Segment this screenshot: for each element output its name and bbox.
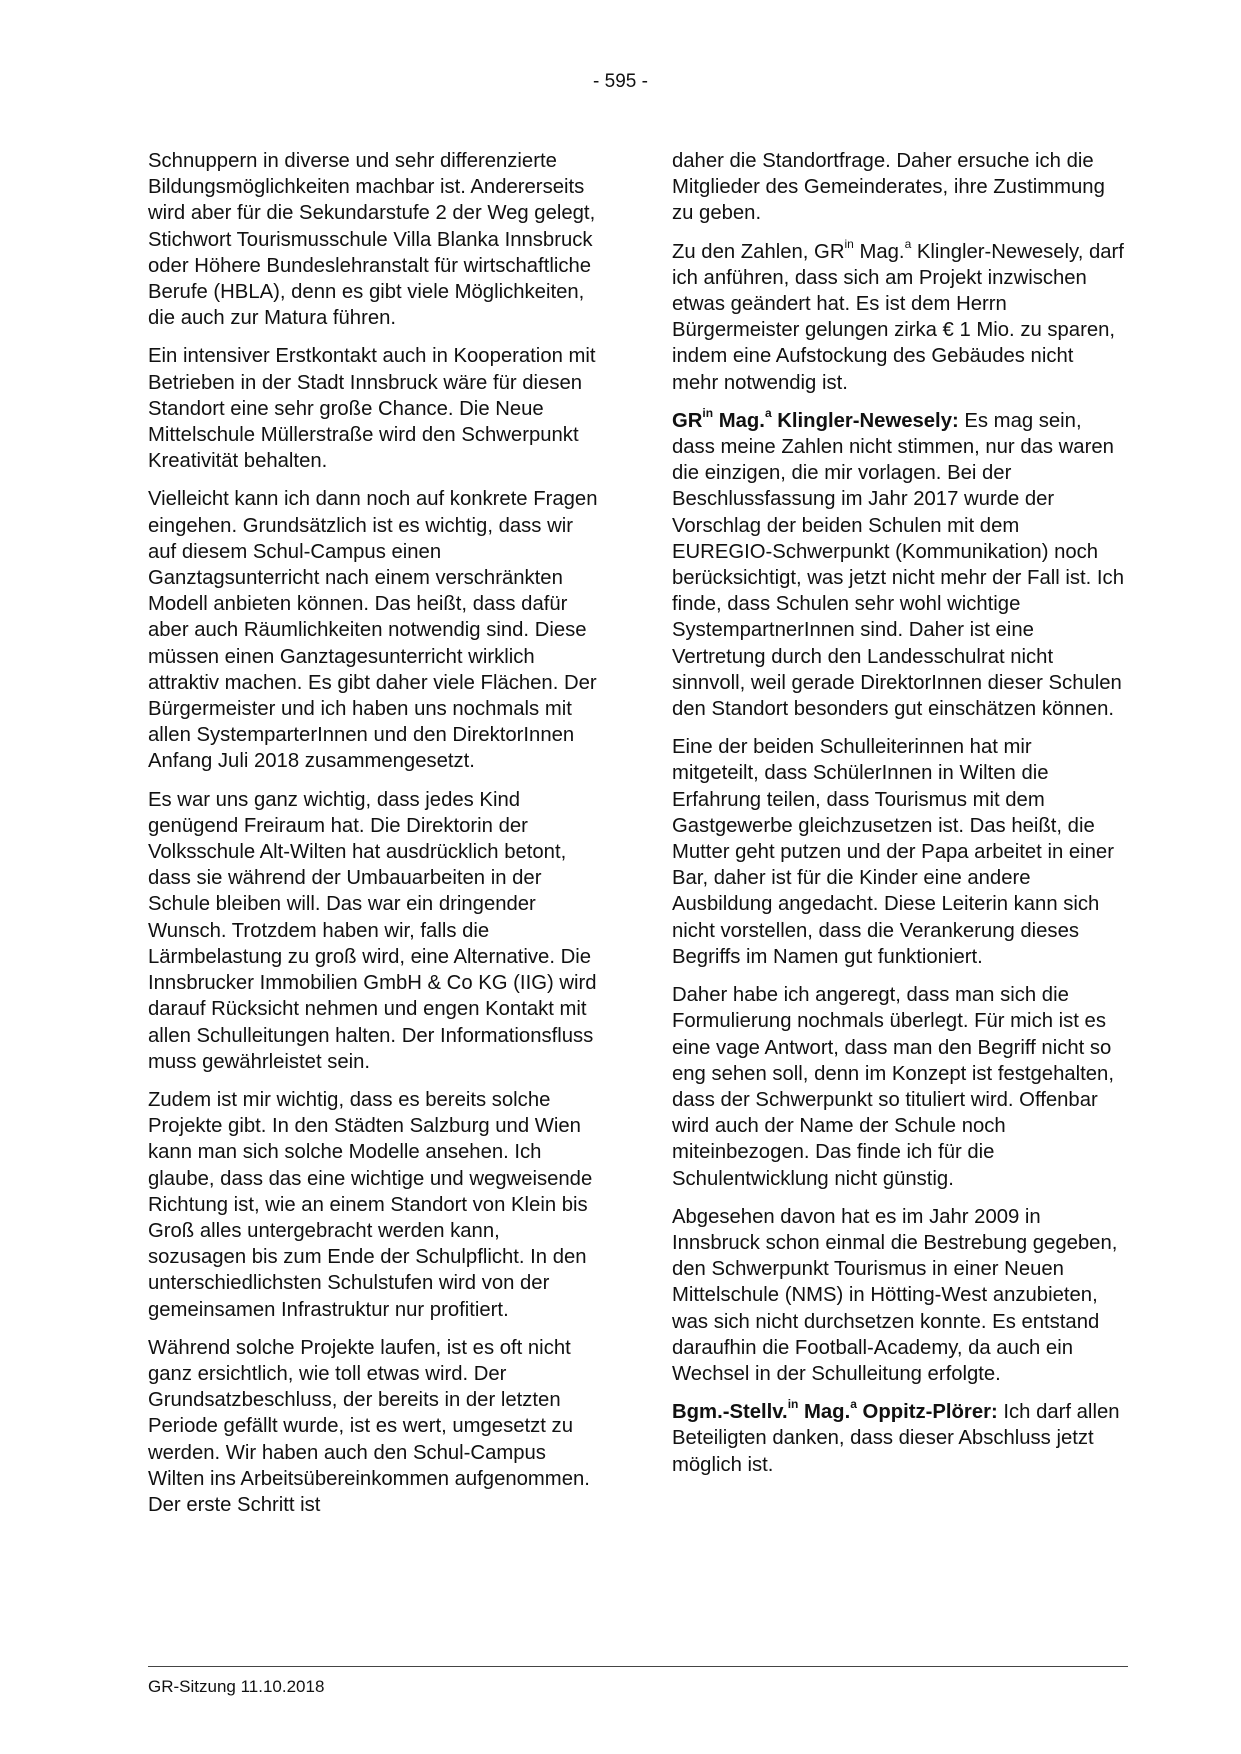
paragraph: Daher habe ich angeregt, dass man sich die Formulierung nochmals überlegt. Für mich ist es eine vage Antwort, dass man den Begriff nicht so eng sehen soll, denn im Konzept ist festgehalten, dass der Schwerpunkt so tituliert wird. Offenbar wird auch der Name der Schule noch miteinbezogen. Das finde ich für die Schulentwicklung nicht günstig. (672, 984, 1114, 1190)
superscript: a (850, 1397, 857, 1412)
speaker-name (672, 406, 959, 432)
text: Ich darf allen Beteiligten danken, dass dieser Abschluss jetzt möglich ist. (672, 1401, 1120, 1476)
paragraph: Eine der beiden Schulleiterinnen hat mir mitgeteilt, dass SchülerInnen in Wilten die Erfahrung teilen, dass Tourismus mit dem Gastgewerbe gleichzusetzen ist. Das heißt, die Mutter geht putzen und der Papa arbeitet in einer Bar, daher ist für die Kinder eine andere Ausbildung angedacht. Diese Leiterin kann sich nicht vorstellen, dass die Verankerung dieses Begriffs im Namen gut funktioniert. (672, 736, 1114, 968)
paragraph: Ein intensiver Erstkontakt auch in Kooperation mit Betrieben in der Stadt Innsbruck wäre für diesen Standort eine sehr große Chance. Die Neue Mittelschule Müllerstraße wird den Schwerpunkt Kreativität behalten. (148, 345, 596, 473)
right-column (672, 148, 1124, 1490)
superscript: in (844, 236, 854, 251)
paragraph: Zudem ist mir wichtig, dass es bereits solche Projekte gibt. In den Städten Salzburg und Wien kann man sich solche Modelle ansehen. Ich glaube, dass das eine wichtige und wegweisende Richtung ist, wie an einem Standort von Klein bis Groß alles untergebracht werden kann, sozusagen bis zum Ende der Schulpflicht. In den unterschiedlichsten Schulstufen wird von der gemeinsamen Infrastruktur nur profitiert. (148, 1088, 593, 1321)
paragraph: Abgesehen davon hat es im Jahr 2009 in Innsbruck schon einmal die Bestrebung gegeben, den Schwerpunkt Tourismus in einer Neuen Mittelschule (NMS) in Hötting-West anzubieten, was sich nicht durchsetzen konnte. Es entstand daraufhin die Football-Academy, da auch ein Wechsel in der Schulleitung erfolgte. (672, 1205, 1118, 1385)
text: Klingler-Newesely: (771, 409, 959, 432)
text: Zu den Zahlen, GR (672, 240, 845, 263)
footer-divider (148, 1666, 1128, 1667)
paragraph (672, 236, 1124, 396)
paragraph (672, 1399, 1124, 1478)
left-column (148, 148, 600, 1530)
speaker-name (672, 1397, 998, 1424)
text: GR (672, 409, 703, 432)
text: Es mag sein, dass meine Zahlen nicht stimmen, nur das waren die einzigen, die mir vorlagen. Bei der Beschlussfassung im Jahr 2017 wurde der Vorschlag der beiden Schulen mit dem EUREGIO-Schwerpunkt (Kommunikation) noch berücksichtigt, was jetzt nicht mehr der Fall ist. Ich finde, dass Schulen sehr wohl wichtige SystempartnerInnen sind. Daher ist eine Vertretung durch den Landesschulrat nicht sinnvoll, weil gerade DirektorInnen dieser Schulen den Standort besonders gut einschätzen können. (672, 409, 1124, 721)
paragraph: Während solche Projekte laufen, ist es oft nicht ganz ersichtlich, wie toll etwas wird. Der Grundsatzbeschluss, der bereits in der letzten Periode gefällt wurde, ist es wert, umgesetzt zu werden. Wir haben auch den Schul-Campus Wilten ins Arbeitsübereinkommen aufgenommen. Der erste Schritt ist (148, 1336, 590, 1516)
paragraph: daher die Standortfrage. Daher ersuche ich die Mitglieder des Gemeinderates, ihre Zustimmung zu geben. (672, 150, 1105, 225)
footer: GR-Sitzung 11.10.2018 (148, 1677, 325, 1696)
page-number: - 595 - (593, 71, 648, 92)
text: Mag. (798, 1401, 851, 1424)
text: Klingler-Newesely, darf ich anführen, dass sich am Projekt inzwischen etwas geändert hat. Es ist dem Herrn Bürgermeister gelungen zirka € 1 Mio. zu sparen, indem eine Aufstockung des Gebäudes nicht mehr notwendig ist. (672, 240, 1124, 394)
superscript: a (904, 236, 912, 251)
text: Bgm.-Stellv. (672, 1401, 788, 1424)
paragraph (672, 408, 1124, 722)
text: Mag. (853, 240, 905, 263)
superscript: in (702, 406, 714, 421)
superscript: in (787, 1397, 799, 1412)
text: Mag. (713, 409, 765, 432)
paragraph: Es war uns ganz wichtig, dass jedes Kind genügend Freiraum hat. Die Direktorin der Volksschule Alt-Wilten hat ausdrücklich betont, dass sie während der Umbauarbeiten in der Schule bleiben will. Das war ein dringender Wunsch. Trotzdem haben wir, falls die Lärmbelastung zu groß wird, eine Alternative. Die Innsbrucker Immobilien GmbH & Co KG (IIG) wird darauf Rücksicht nehmen und engen Kontakt mit allen Schulleitungen halten. Der Informationsfluss muss gewährleistet sein. (148, 788, 597, 1073)
superscript: a (764, 406, 772, 421)
text: Oppitz-Plörer: (856, 1401, 998, 1424)
paragraph: Schnuppern in diverse und sehr differenzierte Bildungsmöglichkeiten machbar ist. Andererseits wird aber für die Sekundarstufe 2 der Weg gelegt, Stichwort Tourismusschule Villa Blanka Innsbruck oder Höhere Bundeslehranstalt für wirtschaftliche Berufe (HBLA), denn es gibt viele Möglichkeiten, die auch zur Matura führen. (148, 150, 596, 330)
paragraph: Vielleicht kann ich dann noch auf konkrete Fragen eingehen. Grundsätzlich ist es wichtig, dass wir auf diesem Schul-Campus einen Ganztagsunterricht nach einem verschränkten Modell anbieten können. Das heißt, dass dafür aber auch Räumlichkeiten notwendig sind. Diese müssen einen Ganztagesunterricht wirklich attraktiv machen. Es gibt daher viele Flächen. Der Bürgermeister und ich haben uns nochmals mit allen SystemparterInnen und den DirektorInnen Anfang Juli 2018 zusammengesetzt. (148, 488, 598, 773)
